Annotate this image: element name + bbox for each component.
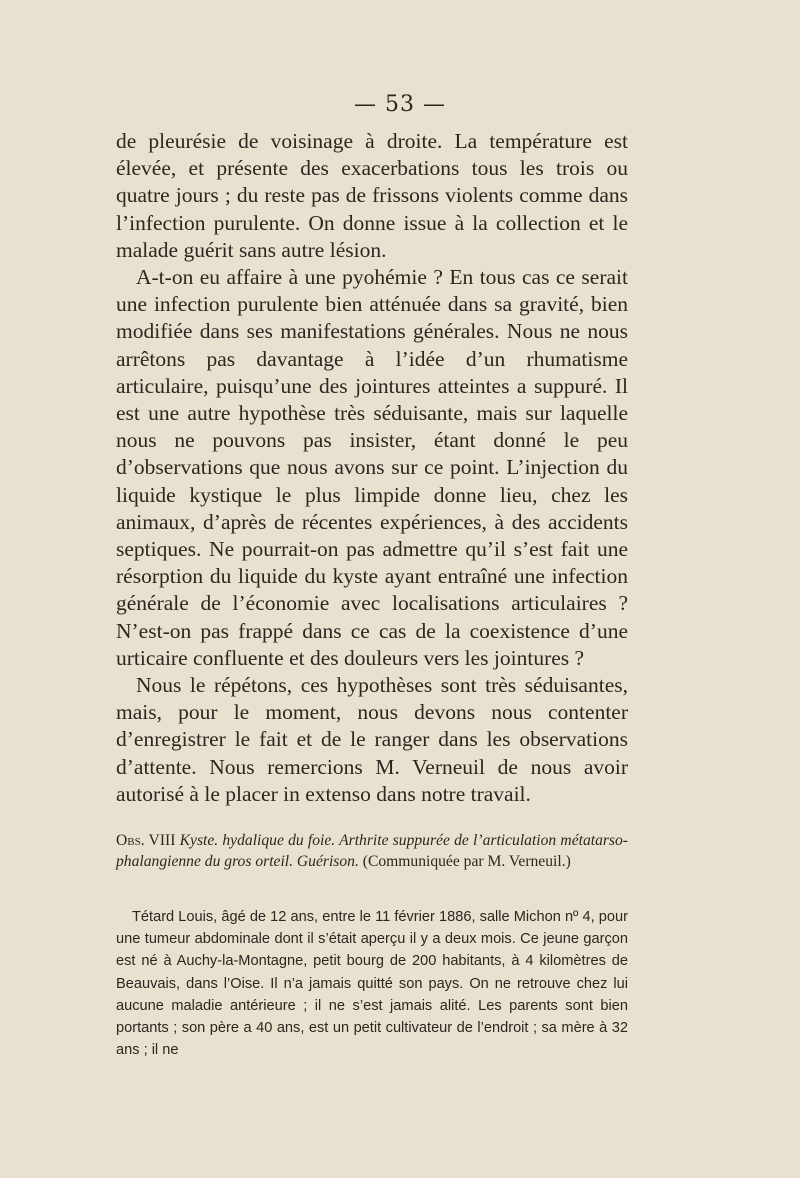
paragraph: A-t-on eu affaire à une pyohémie ? En tous cas ce serait une infection purulente bien atténuée dans sa gravité, bien modifiée dans ses manifestations générales. Nous ne nous arrêtons pas davantage à l’idée d’un rhumatisme articulaire, puisqu’une des jointures atteintes a suppuré. Il est une autre hypothèse très séduisante, mais sur laquelle nous ne pouvons pas insister, étant donné le peu d’observations que nous avons sur ce point. L’injection du liquide kystique le plus limpide donne lieu, chez les animaux, d’après de récentes expériences, à des accidents septiques. Ne pourrait-on pas admettre qu’il s’est fait une résorption du liquide du kyste ayant entraîné une infection générale de l’économie avec localisations articulaires ? N’est-on pas frappé dans ce cas de la coexistence d’une urticaire confluente et des douleurs vers les jointures ? [116,265,628,670]
observation-credit: (Communiquée par M. Verneuil.) [362,853,571,870]
paragraph: Nous le répétons, ces hypothèses sont très séduisantes, mais, pour le moment, nous devons nous contenter d’enregistrer le fait et de le ranger dans les observations d’attente. Nous remercions M. Verneuil de nous avoir autorisé à le placer in extenso dans notre travail. [116,673,628,806]
observation-label: Obs. VIII [116,832,176,849]
observation-body: Tétard Louis, âgé de 12 ans, entre le 11 février 1886, salle Michon nº 4, pour une tumeur abdominale dont il s’était aperçu il y a deux mois. Ce jeune garçon est né à Auchy-la-Montagne, petit bourg de 200 habitants, à 4 kilomètres de Beauvais, dans l’Oise. Il n’a jamais quitté son pays. On ne retrouve chez lui aucune maladie antérieure ; il ne s’est jamais alité. Les parents sont bien portants ; son père a 40 ans, est un petit cultivateur de l’endroit ; sa mère à 32 ans ; il ne [116,909,628,1059]
paragraph: de pleurésie de voisinage à droite. La température est élevée, et présente des exacerbations tous les trois ou quatre jours ; du reste pas de frissons violents comme dans l’infection purulente. On donne issue à la collection et le malade guérit sans autre lésion. [116,129,628,262]
page-number: — 53 — [354,92,446,117]
observation-heading [116,830,628,872]
main-text [116,128,628,808]
observation-title: Kyste. hydalique du foie. Arthrite suppurée de l’articulation métatarso-phalangienne du gros orteil. Guérison. [116,832,628,870]
